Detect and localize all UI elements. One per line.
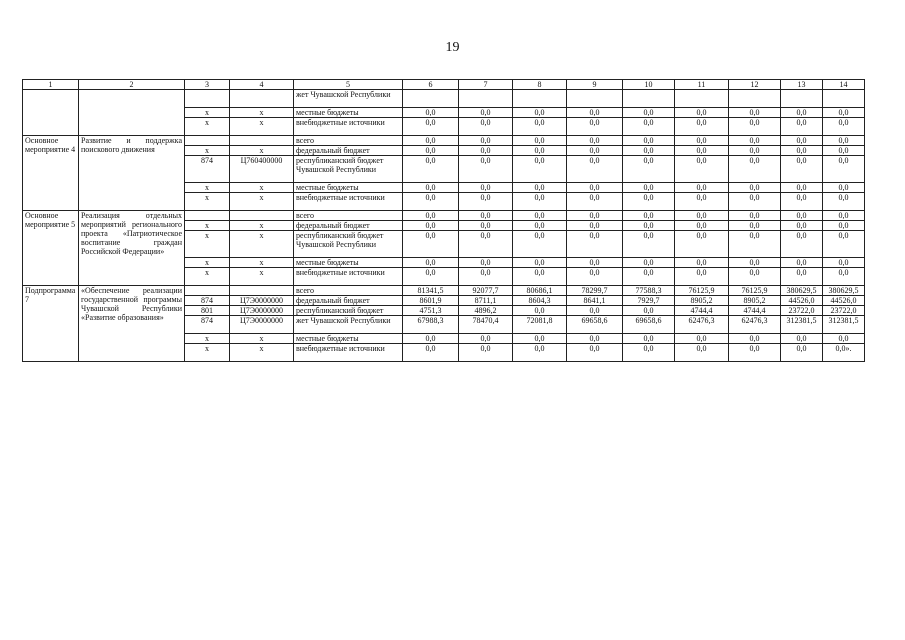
- value-cell: [623, 90, 675, 108]
- value-cell: 92077,7: [459, 286, 513, 296]
- value-cell: 0,0: [567, 268, 623, 286]
- rz-code-cell: 801: [185, 306, 230, 316]
- value-cell: 0,0: [623, 136, 675, 146]
- value-cell: 0,0: [823, 118, 865, 136]
- table-row: [23, 136, 865, 146]
- csr-code-cell: x: [230, 221, 294, 231]
- rz-code-cell: x: [185, 146, 230, 156]
- value-cell: 0,0: [623, 183, 675, 193]
- funding-source-cell: внебюджетные источники: [294, 193, 403, 211]
- funding-source-cell: республиканский бюджет: [294, 306, 403, 316]
- value-cell: 80686,1: [513, 286, 567, 296]
- value-cell: 0,0: [823, 221, 865, 231]
- value-cell: 0,0: [459, 334, 513, 344]
- value-cell: 69658,6: [567, 316, 623, 334]
- measure-description-cell: [79, 90, 185, 136]
- value-cell: 44526,0: [781, 296, 823, 306]
- value-cell: 0,0: [623, 231, 675, 258]
- value-cell: 4744,4: [729, 306, 781, 316]
- csr-code-cell: [230, 286, 294, 296]
- value-cell: 0,0: [675, 156, 729, 183]
- value-cell: 7929,7: [623, 296, 675, 306]
- value-cell: [823, 90, 865, 108]
- value-cell: 0,0: [459, 118, 513, 136]
- value-cell: 0,0: [781, 268, 823, 286]
- value-cell: 0,0: [567, 231, 623, 258]
- value-cell: [567, 90, 623, 108]
- value-cell: 0,0: [781, 136, 823, 146]
- value-cell: 8905,2: [675, 296, 729, 306]
- column-header: 14: [823, 80, 865, 90]
- value-cell: [403, 90, 459, 108]
- funding-source-cell: всего: [294, 211, 403, 221]
- column-header: 6: [403, 80, 459, 90]
- value-cell: 0,0: [567, 344, 623, 362]
- value-cell: 0,0: [781, 156, 823, 183]
- measure-description-cell: Реализация отдельных мероприятий регионального проекта «Патриотическое воспитание граждан Российской Федерации»: [79, 211, 185, 286]
- value-cell: 23722,0: [823, 306, 865, 316]
- csr-code-cell: Ц760400000: [230, 156, 294, 183]
- column-header: 2: [79, 80, 185, 90]
- value-cell: 0,0: [513, 231, 567, 258]
- value-cell: 380629,5: [781, 286, 823, 296]
- funding-source-cell: местные бюджеты: [294, 258, 403, 268]
- value-cell: 0,0: [567, 183, 623, 193]
- value-cell: 78470,4: [459, 316, 513, 334]
- rz-code-cell: [185, 90, 230, 108]
- value-cell: 0,0: [729, 268, 781, 286]
- rz-code-cell: x: [185, 344, 230, 362]
- value-cell: 0,0: [729, 193, 781, 211]
- measure-name-cell: [23, 90, 79, 136]
- value-cell: 0,0: [675, 334, 729, 344]
- value-cell: [729, 90, 781, 108]
- value-cell: 0,0: [823, 211, 865, 221]
- value-cell: 0,0: [567, 258, 623, 268]
- table-row: [23, 90, 865, 108]
- value-cell: 0,0: [675, 118, 729, 136]
- value-cell: 0,0: [567, 334, 623, 344]
- value-cell: 8641,1: [567, 296, 623, 306]
- column-header: 5: [294, 80, 403, 90]
- value-cell: 0,0: [675, 344, 729, 362]
- value-cell: [459, 90, 513, 108]
- value-cell: 0,0: [781, 183, 823, 193]
- value-cell: 0,0: [459, 183, 513, 193]
- value-cell: 0,0: [459, 211, 513, 221]
- value-cell: 0,0: [675, 258, 729, 268]
- value-cell: 0,0: [403, 156, 459, 183]
- column-header: 1: [23, 80, 79, 90]
- table-row: [23, 286, 865, 296]
- value-cell: 0,0: [513, 108, 567, 118]
- value-cell: 0,0: [513, 211, 567, 221]
- rz-code-cell: x: [185, 334, 230, 344]
- value-cell: 0,0: [729, 221, 781, 231]
- value-cell: 0,0: [403, 108, 459, 118]
- value-cell: 0,0: [567, 108, 623, 118]
- rz-code-cell: x: [185, 258, 230, 268]
- value-cell: 0,0: [513, 136, 567, 146]
- value-cell: 76125,9: [675, 286, 729, 296]
- rz-code-cell: [185, 136, 230, 146]
- rz-code-cell: x: [185, 231, 230, 258]
- value-cell: 8711,1: [459, 296, 513, 306]
- value-cell: 0,0: [623, 258, 675, 268]
- value-cell: 0,0: [729, 136, 781, 146]
- value-cell: 312381,5: [781, 316, 823, 334]
- value-cell: 0,0: [623, 211, 675, 221]
- value-cell: 0,0: [675, 146, 729, 156]
- value-cell: 4744,4: [675, 306, 729, 316]
- value-cell: 0,0: [823, 183, 865, 193]
- value-cell: 69658,6: [623, 316, 675, 334]
- value-cell: 0,0: [781, 258, 823, 268]
- value-cell: 0,0: [675, 193, 729, 211]
- value-cell: 0,0: [823, 231, 865, 258]
- funding-source-cell: местные бюджеты: [294, 108, 403, 118]
- csr-code-cell: x: [230, 258, 294, 268]
- column-header: 3: [185, 80, 230, 90]
- csr-code-cell: Ц7Э0000000: [230, 296, 294, 306]
- measure-name-cell: Подпрограмма 7: [23, 286, 79, 362]
- column-header-row: [23, 80, 865, 90]
- value-cell: 72081,8: [513, 316, 567, 334]
- value-cell: 0,0: [781, 231, 823, 258]
- value-cell: 0,0: [729, 334, 781, 344]
- column-header: 11: [675, 80, 729, 90]
- value-cell: 0,0: [623, 306, 675, 316]
- value-cell: 0,0: [403, 334, 459, 344]
- value-cell: 0,0: [459, 193, 513, 211]
- value-cell: 0,0: [729, 231, 781, 258]
- value-cell: 0,0: [403, 146, 459, 156]
- rz-code-cell: 874: [185, 156, 230, 183]
- value-cell: 0,0: [403, 211, 459, 221]
- value-cell: [675, 90, 729, 108]
- rz-code-cell: x: [185, 183, 230, 193]
- value-cell: 0,0: [513, 306, 567, 316]
- value-cell: 0,0: [513, 146, 567, 156]
- value-cell: 0,0: [459, 221, 513, 231]
- value-cell: 0,0: [567, 211, 623, 221]
- value-cell: 0,0: [729, 108, 781, 118]
- budget-table: [22, 79, 865, 362]
- value-cell: 8601,9: [403, 296, 459, 306]
- value-cell: 23722,0: [781, 306, 823, 316]
- rz-code-cell: 874: [185, 316, 230, 334]
- funding-source-cell: всего: [294, 286, 403, 296]
- funding-source-cell: федеральный бюджет: [294, 296, 403, 306]
- column-header: 9: [567, 80, 623, 90]
- value-cell: 0,0: [675, 136, 729, 146]
- value-cell: 0,0: [403, 183, 459, 193]
- csr-code-cell: x: [230, 108, 294, 118]
- csr-code-cell: x: [230, 183, 294, 193]
- value-cell: 0,0: [567, 118, 623, 136]
- table-row: [23, 211, 865, 221]
- value-cell: 0,0: [403, 344, 459, 362]
- value-cell: 0,0: [675, 211, 729, 221]
- funding-source-cell: жет Чувашской Республики: [294, 316, 403, 334]
- measure-description-cell: Развитие и поддержка поискового движения: [79, 136, 185, 211]
- value-cell: 0,0: [729, 258, 781, 268]
- csr-code-cell: x: [230, 231, 294, 258]
- value-cell: 0,0: [403, 136, 459, 146]
- rz-code-cell: x: [185, 118, 230, 136]
- rz-code-cell: 874: [185, 296, 230, 306]
- value-cell: 0,0: [781, 211, 823, 221]
- column-header: 8: [513, 80, 567, 90]
- value-cell: 0,0: [567, 156, 623, 183]
- value-cell: 0,0: [675, 108, 729, 118]
- value-cell: 0,0: [623, 118, 675, 136]
- column-header: 7: [459, 80, 513, 90]
- value-cell: 77588,3: [623, 286, 675, 296]
- rz-code-cell: x: [185, 268, 230, 286]
- value-cell: 62476,3: [675, 316, 729, 334]
- funding-source-cell: местные бюджеты: [294, 183, 403, 193]
- value-cell: 0,0: [623, 156, 675, 183]
- measure-name-cell: Основное мероприятие 5: [23, 211, 79, 286]
- value-cell: 0,0: [403, 221, 459, 231]
- value-cell: 0,0: [623, 344, 675, 362]
- value-cell: [781, 90, 823, 108]
- value-cell: 0,0: [567, 306, 623, 316]
- value-cell: 0,0: [729, 344, 781, 362]
- value-cell: 0,0: [781, 344, 823, 362]
- column-header: 12: [729, 80, 781, 90]
- value-cell: 0,0: [729, 183, 781, 193]
- rz-code-cell: [185, 211, 230, 221]
- value-cell: 0,0: [459, 156, 513, 183]
- value-cell: 0,0: [513, 193, 567, 211]
- value-cell: 0,0: [513, 344, 567, 362]
- value-cell: 0,0: [623, 108, 675, 118]
- value-cell: 0,0: [567, 146, 623, 156]
- value-cell: 0,0: [675, 231, 729, 258]
- value-cell: 0,0: [823, 156, 865, 183]
- value-cell: 0,0: [459, 108, 513, 118]
- value-cell: 0,0: [781, 193, 823, 211]
- value-cell: 0,0: [403, 258, 459, 268]
- column-header: 4: [230, 80, 294, 90]
- value-cell: 0,0: [513, 268, 567, 286]
- value-cell: 0,0: [623, 268, 675, 286]
- value-cell: 4896,2: [459, 306, 513, 316]
- value-cell: 0,0: [675, 221, 729, 231]
- rz-code-cell: [185, 286, 230, 296]
- csr-code-cell: Ц7Э0000000: [230, 316, 294, 334]
- value-cell: 0,0».: [823, 344, 865, 362]
- value-cell: 0,0: [459, 146, 513, 156]
- csr-code-cell: [230, 211, 294, 221]
- value-cell: 8604,3: [513, 296, 567, 306]
- value-cell: 44526,0: [823, 296, 865, 306]
- value-cell: 0,0: [567, 136, 623, 146]
- value-cell: 0,0: [675, 183, 729, 193]
- value-cell: 81341,5: [403, 286, 459, 296]
- value-cell: 0,0: [781, 334, 823, 344]
- csr-code-cell: x: [230, 146, 294, 156]
- value-cell: 76125,9: [729, 286, 781, 296]
- funding-source-cell: жет Чувашской Республики: [294, 90, 403, 108]
- value-cell: 0,0: [403, 193, 459, 211]
- value-cell: 0,0: [823, 334, 865, 344]
- funding-source-cell: внебюджетные источники: [294, 268, 403, 286]
- value-cell: 62476,3: [729, 316, 781, 334]
- value-cell: 0,0: [729, 118, 781, 136]
- csr-code-cell: x: [230, 193, 294, 211]
- column-header: 10: [623, 80, 675, 90]
- funding-source-cell: республиканский бюджет Чувашской Республики: [294, 231, 403, 258]
- value-cell: 0,0: [459, 268, 513, 286]
- value-cell: 78299,7: [567, 286, 623, 296]
- value-cell: 0,0: [567, 221, 623, 231]
- value-cell: 0,0: [823, 258, 865, 268]
- value-cell: 0,0: [403, 231, 459, 258]
- funding-source-cell: внебюджетные источники: [294, 118, 403, 136]
- value-cell: 0,0: [513, 156, 567, 183]
- rz-code-cell: x: [185, 193, 230, 211]
- value-cell: 0,0: [403, 118, 459, 136]
- value-cell: 0,0: [823, 146, 865, 156]
- value-cell: [513, 90, 567, 108]
- value-cell: 312381,5: [823, 316, 865, 334]
- csr-code-cell: x: [230, 268, 294, 286]
- value-cell: 0,0: [459, 231, 513, 258]
- value-cell: 4751,3: [403, 306, 459, 316]
- measure-name-cell: Основное мероприятие 4: [23, 136, 79, 211]
- csr-code-cell: Ц7Э0000000: [230, 306, 294, 316]
- csr-code-cell: x: [230, 334, 294, 344]
- value-cell: 8905,2: [729, 296, 781, 306]
- column-header: 13: [781, 80, 823, 90]
- value-cell: 0,0: [403, 268, 459, 286]
- page-number: 19: [445, 40, 460, 55]
- value-cell: 0,0: [623, 221, 675, 231]
- table-body: [23, 90, 865, 362]
- value-cell: 0,0: [823, 268, 865, 286]
- value-cell: 0,0: [781, 221, 823, 231]
- funding-source-cell: республиканский бюджет Чувашской Республики: [294, 156, 403, 183]
- funding-source-cell: всего: [294, 136, 403, 146]
- value-cell: 0,0: [513, 118, 567, 136]
- rz-code-cell: x: [185, 221, 230, 231]
- value-cell: 0,0: [781, 108, 823, 118]
- value-cell: 67988,3: [403, 316, 459, 334]
- value-cell: 0,0: [729, 156, 781, 183]
- value-cell: 0,0: [459, 136, 513, 146]
- value-cell: 0,0: [513, 221, 567, 231]
- csr-code-cell: [230, 90, 294, 108]
- value-cell: 0,0: [623, 334, 675, 344]
- funding-source-cell: федеральный бюджет: [294, 146, 403, 156]
- value-cell: 0,0: [729, 211, 781, 221]
- value-cell: 0,0: [781, 118, 823, 136]
- value-cell: 0,0: [567, 193, 623, 211]
- rz-code-cell: x: [185, 108, 230, 118]
- measure-description-cell: «Обеспечение реализации государственной программы Чувашской Республики «Развитие образования»: [79, 286, 185, 362]
- value-cell: 0,0: [513, 183, 567, 193]
- value-cell: 0,0: [823, 193, 865, 211]
- funding-source-cell: местные бюджеты: [294, 334, 403, 344]
- csr-code-cell: x: [230, 344, 294, 362]
- value-cell: 380629,5: [823, 286, 865, 296]
- funding-source-cell: федеральный бюджет: [294, 221, 403, 231]
- csr-code-cell: x: [230, 118, 294, 136]
- value-cell: 0,0: [781, 146, 823, 156]
- funding-source-cell: внебюджетные источники: [294, 344, 403, 362]
- value-cell: 0,0: [823, 136, 865, 146]
- value-cell: 0,0: [459, 344, 513, 362]
- value-cell: 0,0: [623, 193, 675, 211]
- value-cell: 0,0: [623, 146, 675, 156]
- value-cell: 0,0: [513, 334, 567, 344]
- value-cell: 0,0: [459, 258, 513, 268]
- value-cell: 0,0: [729, 146, 781, 156]
- value-cell: 0,0: [675, 268, 729, 286]
- csr-code-cell: [230, 136, 294, 146]
- value-cell: 0,0: [823, 108, 865, 118]
- value-cell: 0,0: [513, 258, 567, 268]
